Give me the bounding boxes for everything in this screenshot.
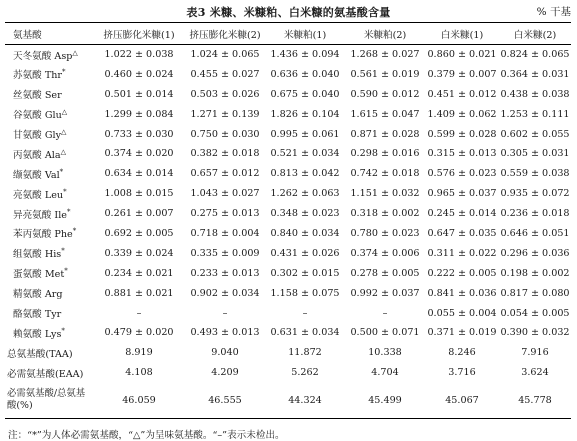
table-row <box>5 383 571 419</box>
value-cell: 0.390 ± 0.032 <box>500 327 570 339</box>
column-header: 挤压膨化米糠(1) <box>93 23 185 45</box>
table-row <box>5 243 571 263</box>
unit-label: % 干基 <box>536 6 571 18</box>
amino-acid-name <box>5 363 93 383</box>
value-cell: 0.840 ± 0.034 <box>270 227 340 239</box>
value-cell: – <box>136 307 142 319</box>
value-cell: 0.296 ± 0.036 <box>500 247 570 259</box>
value-cell: 0.305 ± 0.031 <box>500 148 570 160</box>
amino-acid-label: 异亮氨酸 Ile <box>13 209 67 221</box>
value-cell: 4.108 <box>125 367 153 379</box>
value-cell: 0.500 ± 0.071 <box>350 327 420 339</box>
value-cell: 1.826 ± 0.104 <box>270 108 340 120</box>
amino-acid-mark: △ <box>72 48 78 57</box>
table-title: 表3 米糠、米糠粕、白米糠的氨基酸含量 <box>186 6 391 19</box>
value-cell: 45.778 <box>499 383 571 419</box>
value-cell: 9.040 <box>211 347 239 359</box>
column-header: 白米糠(2) <box>499 23 571 45</box>
value-cell: 0.860 ± 0.021 <box>427 49 497 61</box>
value-cell: 0.647 ± 0.035 <box>427 227 497 239</box>
value-cell: 0.559 ± 0.038 <box>500 168 570 180</box>
amino-acid-mark: △ <box>61 107 68 116</box>
value-cell: 0.198 ± 0.002 <box>500 267 570 279</box>
amino-acid-name <box>5 263 93 283</box>
value-cell: 0.590 ± 0.012 <box>350 88 420 100</box>
amino-acid-mark: △ <box>60 127 67 136</box>
value-cell: 1.253 ± 0.111 <box>500 108 570 120</box>
amino-acid-name <box>5 283 93 303</box>
value-cell: 0.315 ± 0.013 <box>427 148 497 160</box>
value-cell: 0.278 ± 0.005 <box>350 267 420 279</box>
value-cell: 1.262 ± 0.063 <box>270 188 340 200</box>
value-cell: 0.335 ± 0.009 <box>190 247 260 259</box>
table-row <box>5 45 571 65</box>
value-cell: 0.261 ± 0.007 <box>104 208 174 220</box>
value-cell: 0.364 ± 0.031 <box>500 68 570 80</box>
amino-acid-name <box>5 164 93 184</box>
value-cell: 1.615 ± 0.047 <box>350 108 420 120</box>
value-cell: 0.455 ± 0.027 <box>190 68 260 80</box>
value-cell: 1.299 ± 0.084 <box>104 108 174 120</box>
amino-acid-mark: * <box>72 227 77 236</box>
value-cell: 1.158 ± 0.075 <box>270 287 340 299</box>
value-cell: 0.245 ± 0.014 <box>427 208 497 220</box>
table-row <box>5 263 571 283</box>
value-cell: 0.379 ± 0.007 <box>427 68 497 80</box>
value-cell: 0.576 ± 0.023 <box>427 168 497 180</box>
value-cell: 1.436 ± 0.094 <box>270 49 340 61</box>
amino-acid-mark: * <box>66 207 71 216</box>
value-cell: 0.750 ± 0.030 <box>190 128 260 140</box>
value-cell: 0.631 ± 0.034 <box>270 327 340 339</box>
value-cell: 5.262 <box>291 367 319 379</box>
value-cell: 1.151 ± 0.032 <box>350 188 420 200</box>
amino-acid-label: 精氨酸 Arg <box>13 289 63 301</box>
value-cell: – <box>222 307 228 319</box>
value-cell: 46.555 <box>185 383 265 419</box>
value-cell: 0.780 ± 0.023 <box>350 227 420 239</box>
amino-acid-name <box>5 383 93 419</box>
value-cell: 0.236 ± 0.018 <box>500 208 570 220</box>
amino-acid-label: 苏氨酸 Thr <box>13 70 62 82</box>
value-cell: 0.692 ± 0.005 <box>104 227 174 239</box>
value-cell: 0.965 ± 0.037 <box>427 188 497 200</box>
value-cell: 0.902 ± 0.034 <box>190 287 260 299</box>
value-cell: 4.209 <box>211 367 239 379</box>
value-cell: 0.438 ± 0.038 <box>500 88 570 100</box>
value-cell: 0.992 ± 0.037 <box>350 287 420 299</box>
value-cell: 0.318 ± 0.002 <box>350 208 420 220</box>
amino-acid-name <box>5 184 93 204</box>
amino-acid-name <box>5 64 93 84</box>
value-cell: 0.479 ± 0.020 <box>104 327 174 339</box>
amino-acid-name <box>5 204 93 224</box>
table-row <box>5 84 571 104</box>
table-row <box>5 303 571 323</box>
table-row <box>5 124 571 144</box>
value-cell: 46.059 <box>93 383 185 419</box>
value-cell: 0.602 ± 0.055 <box>500 128 570 140</box>
value-cell: 45.067 <box>425 383 499 419</box>
table-row <box>5 204 571 224</box>
amino-acid-name <box>5 323 93 343</box>
table-row <box>5 224 571 244</box>
value-cell: 0.493 ± 0.013 <box>190 327 260 339</box>
value-cell: 0.675 ± 0.040 <box>270 88 340 100</box>
table-body <box>5 45 571 419</box>
table-row <box>5 343 571 363</box>
amino-acid-mark: * <box>61 247 65 256</box>
table-row <box>5 363 571 383</box>
value-cell: 0.275 ± 0.013 <box>190 208 260 220</box>
value-cell: 0.561 ± 0.019 <box>350 68 420 80</box>
amino-acid-mark: * <box>64 267 68 276</box>
amino-acid-label: 丝氨酸 Ser <box>13 90 62 102</box>
amino-acid-mark: * <box>61 326 65 335</box>
value-cell: 1.043 ± 0.027 <box>190 188 260 200</box>
value-cell: 0.382 ± 0.018 <box>190 148 260 160</box>
value-cell: 0.521 ± 0.034 <box>270 148 340 160</box>
amino-acid-name <box>5 104 93 124</box>
value-cell: 0.348 ± 0.023 <box>270 208 340 220</box>
value-cell: 0.339 ± 0.024 <box>104 247 174 259</box>
amino-acid-label: 蛋氨酸 Met <box>13 269 65 281</box>
table-note: 注：“*”为人体必需氨基酸，“△”为呈味氨基酸。“–”表示未检出。 <box>8 430 285 441</box>
value-cell: 0.813 ± 0.042 <box>270 168 340 180</box>
value-cell: 7.916 <box>521 347 549 359</box>
value-cell: 44.324 <box>265 383 345 419</box>
value-cell: 0.871 ± 0.028 <box>350 128 420 140</box>
value-cell: 0.302 ± 0.015 <box>270 267 340 279</box>
amino-acid-label: 酪氨酸 Tyr <box>13 309 62 321</box>
value-cell: 0.646 ± 0.051 <box>500 227 570 239</box>
value-cell: 1.022 ± 0.038 <box>104 49 174 61</box>
amino-acid-name <box>5 343 93 363</box>
amino-acid-label: 赖氨酸 Lys <box>13 328 62 340</box>
value-cell: 0.995 ± 0.061 <box>270 128 340 140</box>
amino-acid-name <box>5 303 93 323</box>
amino-acid-label: 谷氨酸 Glu <box>13 110 62 122</box>
amino-acid-mark: * <box>59 167 64 176</box>
column-header: 白米糠(1) <box>425 23 499 45</box>
value-cell: 0.718 ± 0.004 <box>190 227 260 239</box>
amino-acid-mark: * <box>62 68 66 77</box>
value-cell: 0.501 ± 0.014 <box>104 88 174 100</box>
value-cell: 0.503 ± 0.026 <box>190 88 260 100</box>
value-cell: 1.268 ± 0.027 <box>350 49 420 61</box>
table-row <box>5 164 571 184</box>
value-cell: 10.338 <box>368 347 402 359</box>
value-cell: 3.716 <box>448 367 476 379</box>
value-cell: 0.636 ± 0.040 <box>270 68 340 80</box>
value-cell: 0.298 ± 0.016 <box>350 148 420 160</box>
value-cell: 0.824 ± 0.065 <box>500 49 570 61</box>
amino-acid-name <box>5 144 93 164</box>
table-row <box>5 104 571 124</box>
amino-acid-label: 必需氨基酸/总氨基酸(%) <box>7 388 86 412</box>
amino-acid-name <box>5 243 93 263</box>
table-row <box>5 184 571 204</box>
value-cell: 1.008 ± 0.015 <box>104 188 174 200</box>
table-row <box>5 283 571 303</box>
amino-acid-label: 组氨酸 His <box>13 249 62 261</box>
amino-acid-table <box>5 22 571 419</box>
value-cell: 0.234 ± 0.021 <box>104 267 174 279</box>
value-cell: 4.704 <box>371 367 399 379</box>
column-header: 米糠粕(1) <box>265 23 345 45</box>
value-cell: 45.499 <box>345 383 425 419</box>
value-cell: 0.935 ± 0.072 <box>500 188 570 200</box>
value-cell: 0.451 ± 0.012 <box>427 88 497 100</box>
value-cell: 0.233 ± 0.013 <box>190 267 260 279</box>
value-cell: 3.624 <box>521 367 549 379</box>
value-cell: 0.055 ± 0.004 <box>427 307 497 319</box>
value-cell: 1.024 ± 0.065 <box>190 49 260 61</box>
table-row <box>5 323 571 343</box>
value-cell: 0.311 ± 0.022 <box>427 247 497 259</box>
table-row <box>5 144 571 164</box>
value-cell: 0.657 ± 0.012 <box>190 168 260 180</box>
amino-acid-label: 缬氨酸 Val <box>13 169 60 181</box>
header-row <box>5 23 571 45</box>
value-cell: 0.634 ± 0.014 <box>104 168 174 180</box>
value-cell: 0.817 ± 0.080 <box>500 287 570 299</box>
amino-acid-label: 苯丙氨酸 Phe <box>13 229 73 241</box>
amino-acid-name <box>5 124 93 144</box>
table-row <box>5 64 571 84</box>
amino-acid-label: 总氨基酸(TAA) <box>7 348 73 360</box>
title-row <box>0 4 577 20</box>
value-cell: 0.371 ± 0.019 <box>427 327 497 339</box>
column-header: 氨基酸 <box>5 23 93 45</box>
amino-acid-label: 必需氨基酸(EAA) <box>7 368 84 380</box>
value-cell: 0.222 ± 0.005 <box>427 267 497 279</box>
value-cell: 0.841 ± 0.036 <box>427 287 497 299</box>
value-cell: 0.374 ± 0.020 <box>104 148 174 160</box>
value-cell: 1.271 ± 0.139 <box>190 108 260 120</box>
value-cell: 8.919 <box>125 347 153 359</box>
column-header: 挤压膨化米糠(2) <box>185 23 265 45</box>
value-cell: 0.054 ± 0.005 <box>500 307 570 319</box>
value-cell: 0.599 ± 0.028 <box>427 128 497 140</box>
amino-acid-name <box>5 84 93 104</box>
value-cell: – <box>302 307 308 319</box>
value-cell: 0.733 ± 0.030 <box>104 128 174 140</box>
amino-acid-label: 天冬氨酸 Asp <box>13 50 73 62</box>
amino-acid-name <box>5 224 93 244</box>
amino-acid-label: 亮氨酸 Leu <box>13 189 64 201</box>
amino-acid-mark: △ <box>60 147 66 156</box>
value-cell: 0.431 ± 0.026 <box>270 247 340 259</box>
value-cell: 8.246 <box>448 347 476 359</box>
value-cell: 0.460 ± 0.024 <box>104 68 174 80</box>
amino-acid-label: 丙氨酸 Ala <box>13 149 61 161</box>
value-cell: 0.742 ± 0.018 <box>350 168 420 180</box>
value-cell: 0.881 ± 0.021 <box>104 287 174 299</box>
amino-acid-mark: * <box>63 187 67 196</box>
column-header: 米糠粕(2) <box>345 23 425 45</box>
amino-acid-name <box>5 45 93 65</box>
value-cell: 0.374 ± 0.006 <box>350 247 420 259</box>
value-cell: 11.872 <box>288 347 322 359</box>
amino-acid-label: 甘氨酸 Gly <box>13 130 61 141</box>
value-cell: 1.409 ± 0.062 <box>427 108 497 120</box>
value-cell: – <box>382 307 388 319</box>
